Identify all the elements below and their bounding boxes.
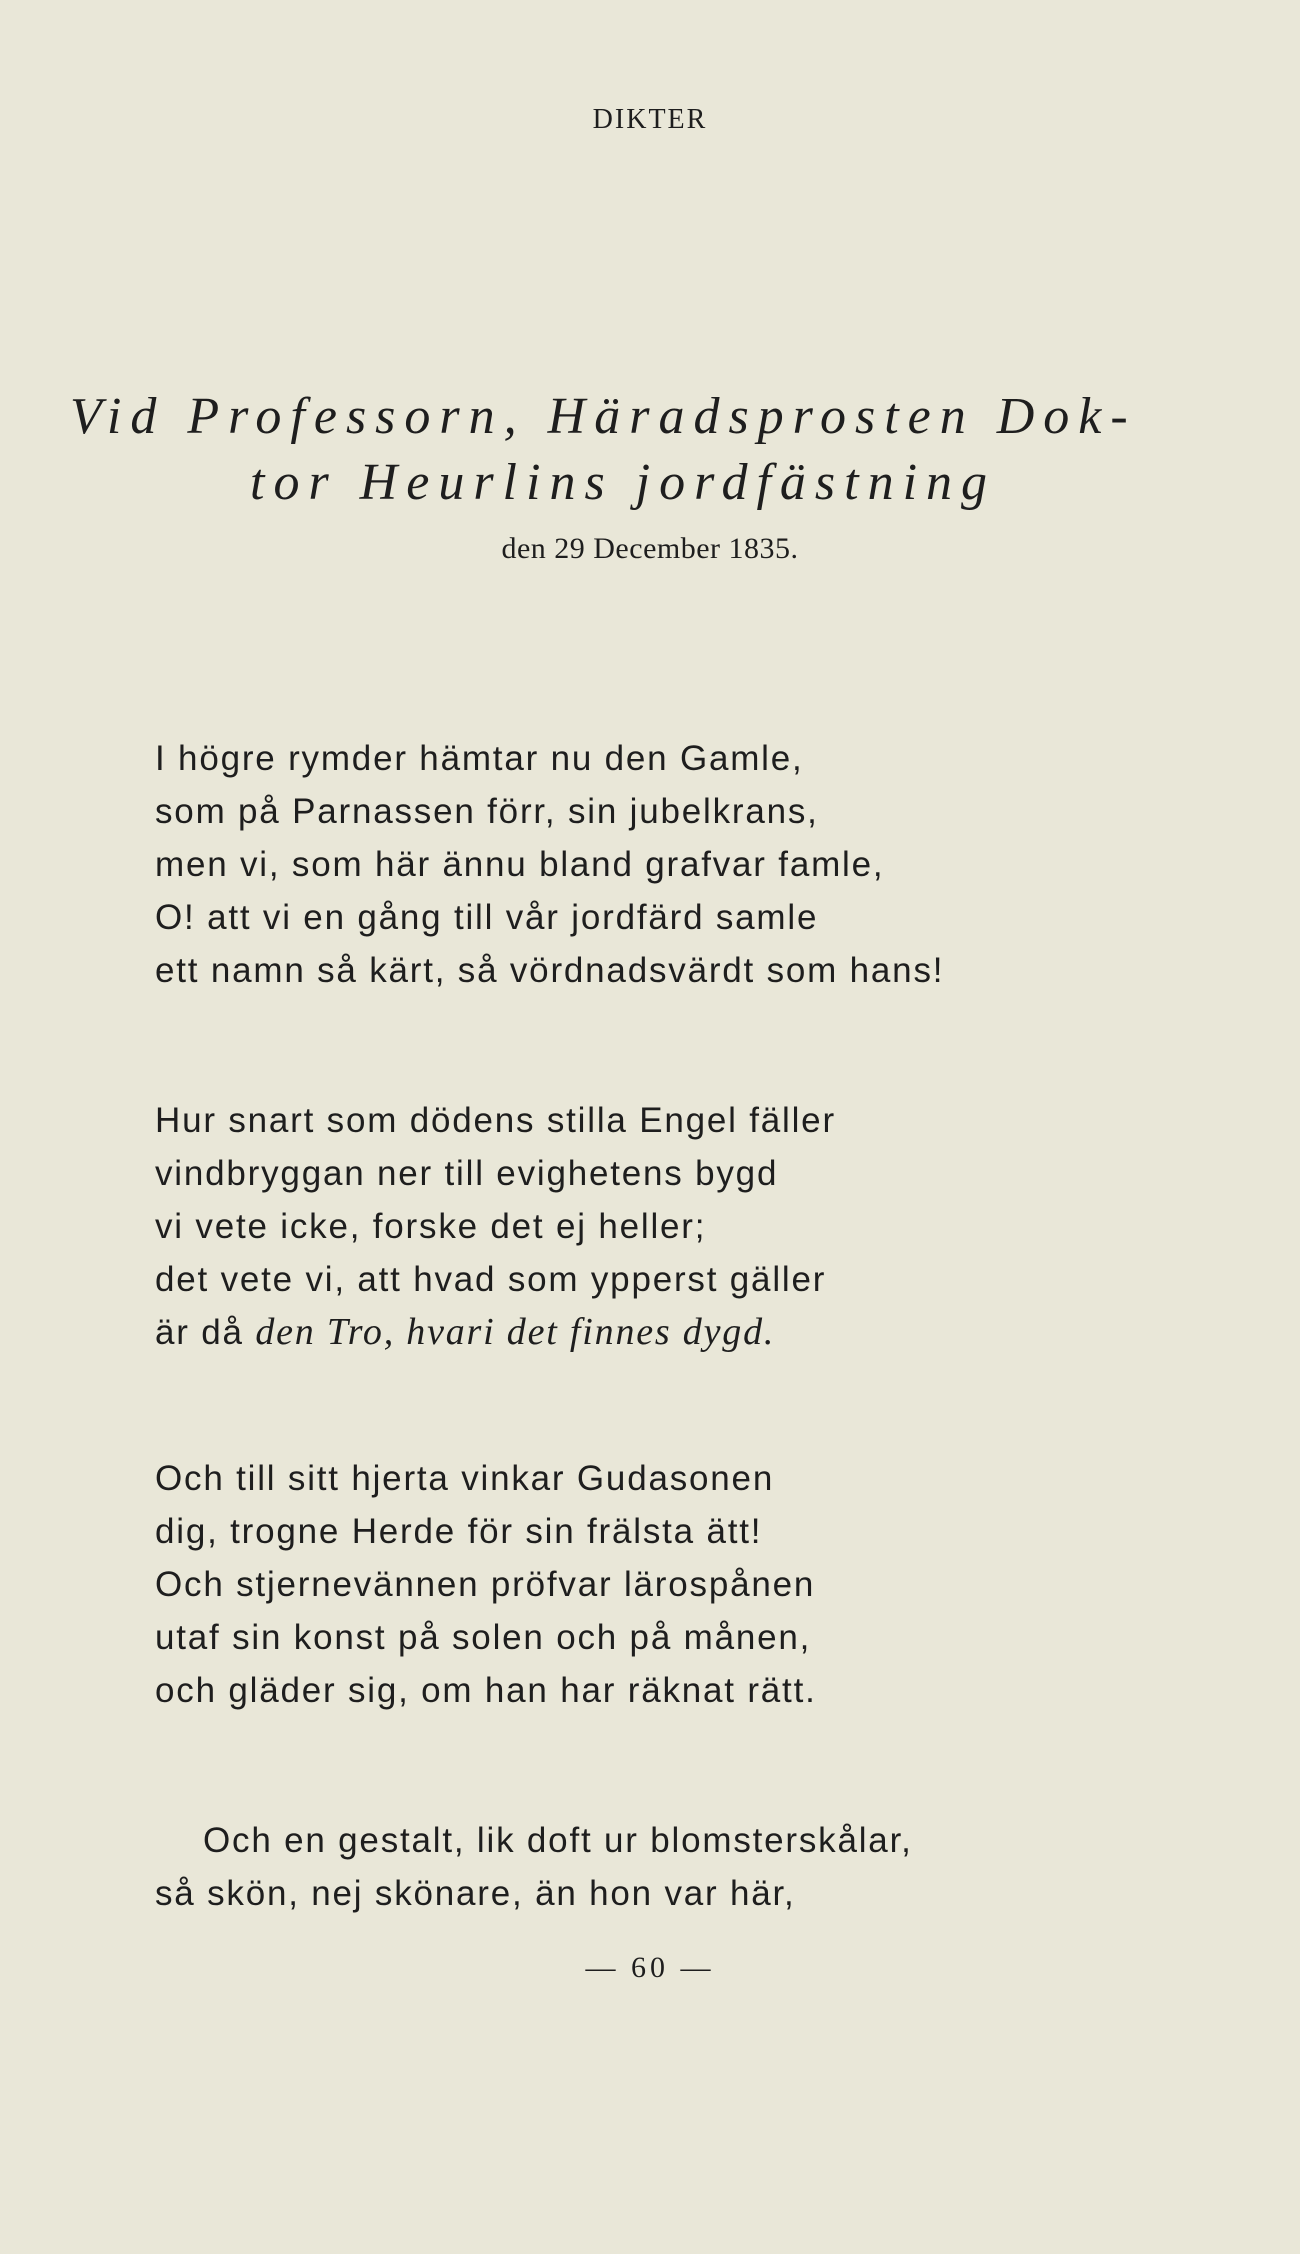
verse-line-prefix: är då (155, 1313, 256, 1352)
verse-line: men vi, som här ännu bland grafvar famle, (155, 845, 885, 884)
verse-line: Hur snart som dödens stilla Engel fäller (155, 1101, 836, 1140)
stanza-1 (155, 732, 944, 997)
stanza-3 (155, 1452, 817, 1717)
stanza-4 (155, 1814, 913, 1920)
running-head: DIKTER (592, 104, 708, 135)
verse-line: vi vete icke, forske det ej heller; (155, 1207, 707, 1246)
verse-line: Och till sitt hjerta vinkar Gudasonen (155, 1459, 775, 1498)
verse-line: O! att vi en gång till vår jordfärd samle (155, 898, 819, 937)
verse-line: Och en gestalt, lik doft ur blomsterskålar, (203, 1821, 913, 1860)
poem-title-line-2: tor Heurlins jordfästning (250, 454, 997, 511)
verse-line: Och stjernevännen pröfvar lärospånen (155, 1565, 816, 1604)
stanza-2 (155, 1094, 836, 1359)
page-number: — 60 — (585, 1951, 715, 1984)
verse-line-emphasis: den Tro, hvari det finnes dygd. (255, 1311, 776, 1353)
poem-title (70, 384, 1137, 516)
verse-line: det vete vi, att hvad som ypperst gäller (155, 1260, 827, 1299)
verse-line: dig, trogne Herde för sin frälsta ätt! (155, 1512, 763, 1551)
verse-line: så skön, nej skönare, än hon var här, (155, 1874, 796, 1913)
verse-line: som på Parnassen förr, sin jubelkrans, (155, 792, 819, 831)
poem-title-line-1: Vid Professorn, Häradsprosten Dok- (70, 388, 1137, 445)
verse-line: utaf sin konst på solen och på månen, (155, 1618, 812, 1657)
poem-date: den 29 December 1835. (501, 532, 799, 565)
verse-line: I högre rymder hämtar nu den Gamle, (155, 739, 804, 778)
verse-line (155, 1306, 836, 1359)
verse-line: ett namn så kärt, så vördnadsvärdt som hans! (155, 951, 945, 990)
verse-line: vindbryggan ner till evighetens bygd (155, 1154, 779, 1193)
verse-line: och gläder sig, om han har räknat rätt. (155, 1671, 817, 1710)
